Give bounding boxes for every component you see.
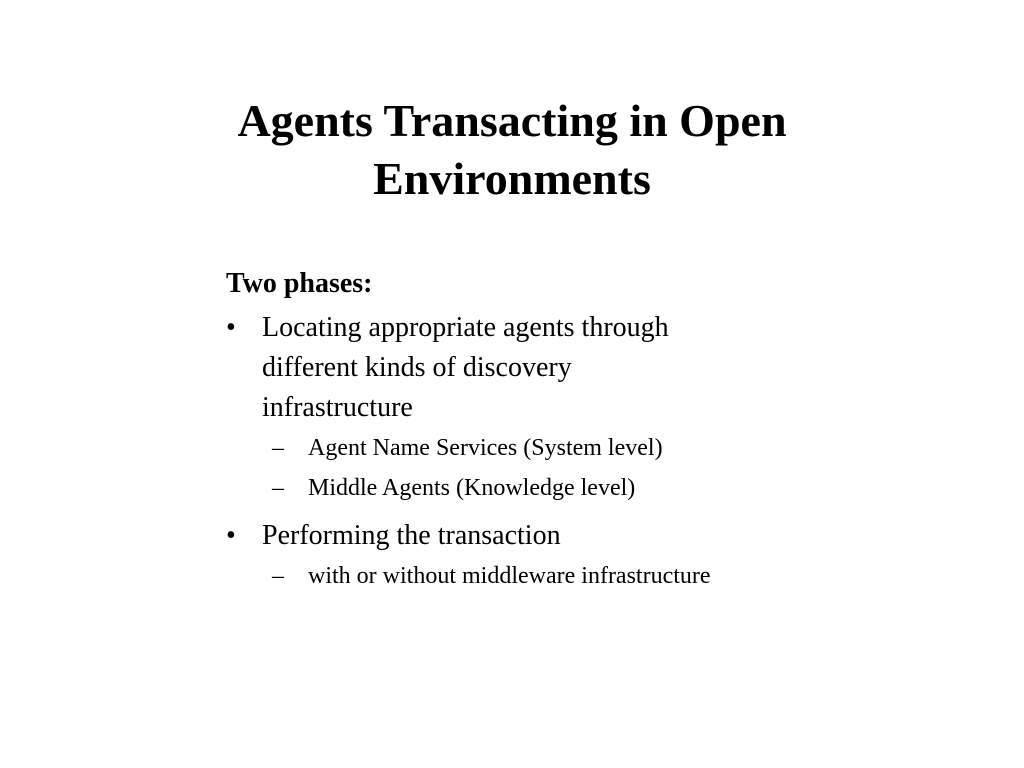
section-heading: Two phases: — [226, 268, 373, 299]
bullet-text-line: Locating appropriate agents through — [262, 312, 669, 343]
sub-bullet-text: with or without middleware infrastructure — [308, 563, 711, 589]
slide-title — [112, 92, 912, 208]
dash-marker: – — [272, 475, 284, 501]
dash-marker: – — [272, 435, 284, 461]
bullet-marker: • — [226, 520, 236, 551]
slide-title-line-2: Environments — [373, 153, 651, 204]
spacer — [226, 508, 806, 516]
slide-body — [226, 266, 806, 596]
bullet-marker: • — [226, 312, 236, 343]
sub-bullet-text: Agent Name Services (System level) — [308, 435, 663, 461]
bullet-text-line: infrastructure — [262, 392, 413, 423]
bullet-item-performing — [226, 516, 806, 556]
sub-bullet-item — [226, 428, 806, 468]
slide-title-line-1: Agents Transacting in Open — [237, 95, 787, 146]
sub-bullet-item — [226, 556, 806, 596]
bullet-item-locating — [226, 308, 806, 428]
bullet-text-line: Performing the transaction — [262, 520, 561, 551]
bullet-text-line: different kinds of discovery — [262, 352, 572, 383]
dash-marker: – — [272, 563, 284, 589]
sub-bullet-item — [226, 468, 806, 508]
sub-bullet-text: Middle Agents (Knowledge level) — [308, 475, 636, 501]
